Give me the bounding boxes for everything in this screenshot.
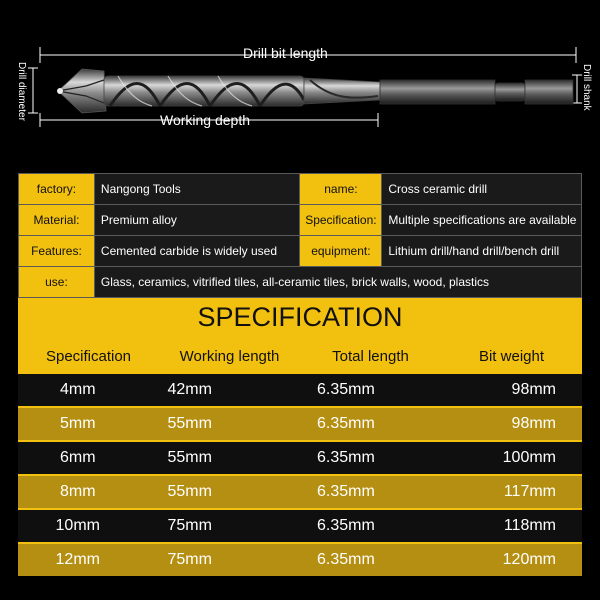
specification-rows	[18, 372, 582, 576]
use-value: Glass, ceramics, vitrified tiles, all-ceramic tiles, brick walls, wood, plastics	[94, 267, 581, 298]
features-label: Features:	[19, 236, 95, 267]
info-row	[19, 236, 582, 267]
drill-diameter-label: Drill diameter	[16, 62, 27, 121]
cell-working-length: 55mm	[138, 476, 288, 508]
working-depth-label: Working depth	[160, 112, 251, 128]
cell-working-length: 42mm	[138, 374, 288, 406]
product-info-table	[18, 173, 582, 298]
drill-bit-illustration	[0, 0, 600, 150]
material-value: Premium alloy	[94, 205, 300, 236]
name-value: Cross ceramic drill	[382, 174, 582, 205]
specification-header-row	[18, 340, 582, 372]
cell-specification: 8mm	[18, 476, 138, 508]
header-total-length: Total length	[332, 347, 409, 365]
cell-bit-weight: 117mm	[437, 476, 583, 508]
header-specification: Specification	[45, 347, 132, 365]
drill-diagram	[0, 0, 600, 150]
table-row	[18, 442, 582, 474]
table-row	[18, 544, 582, 576]
cell-total-length: 6.35mm	[287, 510, 437, 542]
name-label: name:	[300, 174, 382, 205]
cell-total-length: 6.35mm	[287, 408, 437, 440]
info-row	[19, 205, 582, 236]
cell-specification: 10mm	[18, 510, 138, 542]
table-row	[18, 476, 582, 508]
cell-specification: 5mm	[18, 408, 138, 440]
drill-shank-label: Drill shank	[581, 64, 592, 111]
factory-value: Nangong Tools	[94, 174, 300, 205]
cell-specification: 4mm	[18, 374, 138, 406]
cell-total-length: 6.35mm	[287, 374, 437, 406]
cell-total-length: 6.35mm	[287, 442, 437, 474]
cell-working-length: 55mm	[138, 442, 288, 474]
cell-specification: 12mm	[18, 544, 138, 576]
header-working-length: Working length	[179, 347, 280, 365]
features-value: Cemented carbide is widely used	[94, 236, 300, 267]
factory-label: factory:	[19, 174, 95, 205]
table-row	[18, 510, 582, 542]
specification-value: Multiple specifications are available	[382, 205, 582, 236]
cell-working-length: 55mm	[138, 408, 288, 440]
material-label: Material:	[19, 205, 95, 236]
cell-bit-weight: 100mm	[437, 442, 583, 474]
header-bit-weight: Bit weight	[478, 347, 545, 365]
drill-bit-length-label: Drill bit length	[243, 45, 328, 61]
cell-total-length: 6.35mm	[287, 476, 437, 508]
cell-specification: 6mm	[18, 442, 138, 474]
specification-label: Specification:	[300, 205, 382, 236]
cell-bit-weight: 98mm	[437, 408, 583, 440]
specification-table	[18, 298, 582, 573]
table-row	[18, 408, 582, 440]
cell-working-length: 75mm	[138, 544, 288, 576]
cell-bit-weight: 120mm	[437, 544, 583, 576]
cell-bit-weight: 98mm	[437, 374, 583, 406]
info-row	[19, 267, 582, 298]
specification-title: SPECIFICATION	[197, 302, 403, 332]
table-row	[18, 374, 582, 406]
equipment-value: Lithium drill/hand drill/bench drill	[382, 236, 582, 267]
equipment-label: equipment:	[300, 236, 382, 267]
cell-working-length: 75mm	[138, 510, 288, 542]
use-label: use:	[19, 267, 95, 298]
cell-bit-weight: 118mm	[437, 510, 583, 542]
cell-total-length: 6.35mm	[287, 544, 437, 576]
info-row	[19, 174, 582, 205]
